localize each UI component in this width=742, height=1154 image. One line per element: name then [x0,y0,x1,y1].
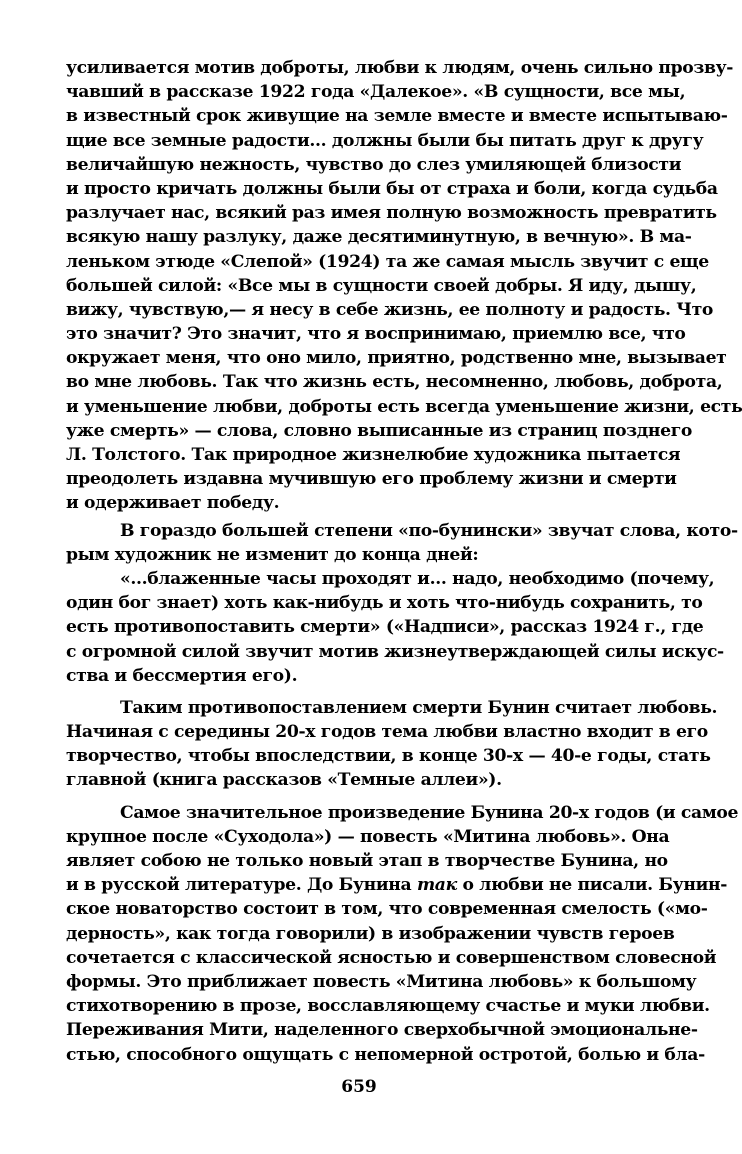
text-line: стью, способного ощущать с непомерной остротой, болью и бла- [66,1044,705,1065]
text-line: окружает меня, что оно мило, приятно, родственно мне, вызывает [66,348,727,369]
text-span: и в русской литературе. До Бунина [66,875,417,896]
text-line: вижу, чувствую,— я несу в себе жизнь, ее полноту и радость. Что [66,299,714,320]
text-line: В гораздо большей степени «по-бунински» звучат слова, кото- [120,520,738,541]
text-line: леньком этюде «Слепой» (1924) та же самая мысль звучит с еще [66,251,709,272]
text-line: большей силой: «Все мы в сущности своей добры. Я иду, дышу, [66,275,697,296]
text-line: Таким противопоставлением смерти Бунин считает любовь. [120,697,718,718]
text-line: творчество, чтобы впоследствии, в конце 30-х — 40-е годы, стать [66,746,711,767]
paragraph-3 [66,696,718,793]
quote-line: ства и бессмертия его). [66,665,298,686]
text-line: главной (книга рассказов «Темные аллеи»). [66,770,502,791]
text-line: Переживания Мити, наделенного сверхобычной эмоциональне- [66,1020,698,1041]
text-line: щие все земные радости... должны были бы питать друг к другу [66,130,704,151]
text-line: уже смерть» — слова, словно выписанные из страниц позднего [66,420,693,441]
text-line: чавший в рассказе 1922 года «Далекое». «В сущности, все мы, [66,82,686,103]
text-line: и одерживает победу. [66,493,280,514]
text-line: это значит? Это значит, что я воспринимаю, приемлю все, что [66,324,686,345]
text-line: разлучает нас, всякий раз имея полную возможность превратить [66,203,717,224]
text-line: формы. Это приближает повесть «Митина любовь» к большому [66,971,697,992]
text-line: усиливается мотив доброты, любви к людям, очень сильно прозву- [66,58,734,78]
block-quote [66,567,724,688]
text-line: величайшую нежность, чувство до слез умиляющей близости [66,154,682,175]
text-line: являет собою не только новый этап в творчестве Бунина, но [66,851,668,871]
text-line: рым художник не изменит до конца дней: [66,544,479,565]
text-line: в известный срок живущие на земле вместе и вместе испытываю- [66,106,728,127]
body-text [66,56,742,1067]
text-line: Начиная с середины 20-х годов тема любви властно входит в его [66,722,708,743]
text-line: Самое значительное произведение Бунина 20-х годов (и самое [120,802,739,823]
paragraph-1 [66,56,742,516]
quote-line: есть противопоставить смерти» («Надписи», рассказ 1924 г., где [66,617,704,638]
paragraph-2 [66,519,738,567]
text-line: преодолеть издавна мучившую его проблему жизни и смерти [66,469,677,490]
quote-line: с огромной силой звучит мотив жизнеутверждающей силы искус- [66,641,724,662]
text-line: стихотворению в прозе, восславляющему счастье и муки любви. [66,996,710,1017]
text-line: крупное после «Суходола») — повесть «Митина любовь». Она [66,826,670,847]
text-line: ское новаторство состоит в том, что современная смелость («мо- [66,899,708,920]
text-span: о любви не писали. Бунин- [456,875,728,896]
text-line: во мне любовь. Так что жизнь есть, несомненно, любовь, доброта, [66,372,723,393]
emphasis-word: так [416,875,457,896]
text-line: дерность», как тогда говорили) в изображении чувств героев [66,923,675,944]
text-line: и просто кричать должны были бы от страха и боли, когда судьба [66,178,718,199]
quote-line: «...блаженные часы проходят и... надо, необходимо (почему, [120,568,715,589]
text-line: и уменьшение любви, доброты есть всегда уменьшение жизни, есть [66,396,742,417]
text-line [66,873,728,897]
paragraph-4 [66,801,739,1067]
text-line: Л. Толстого. Так природное жизнелюбие художника пытается [66,445,681,465]
quote-line: один бог знает) хоть как-нибудь и хоть что-нибудь сохранить, то [66,593,703,614]
text-line: сочетается с классической ясностью и совершенством словесной [66,947,717,968]
page-number: 659 [341,1077,377,1097]
text-line: всякую нашу разлуку, даже десятиминутную, в вечную». В ма- [66,227,692,248]
